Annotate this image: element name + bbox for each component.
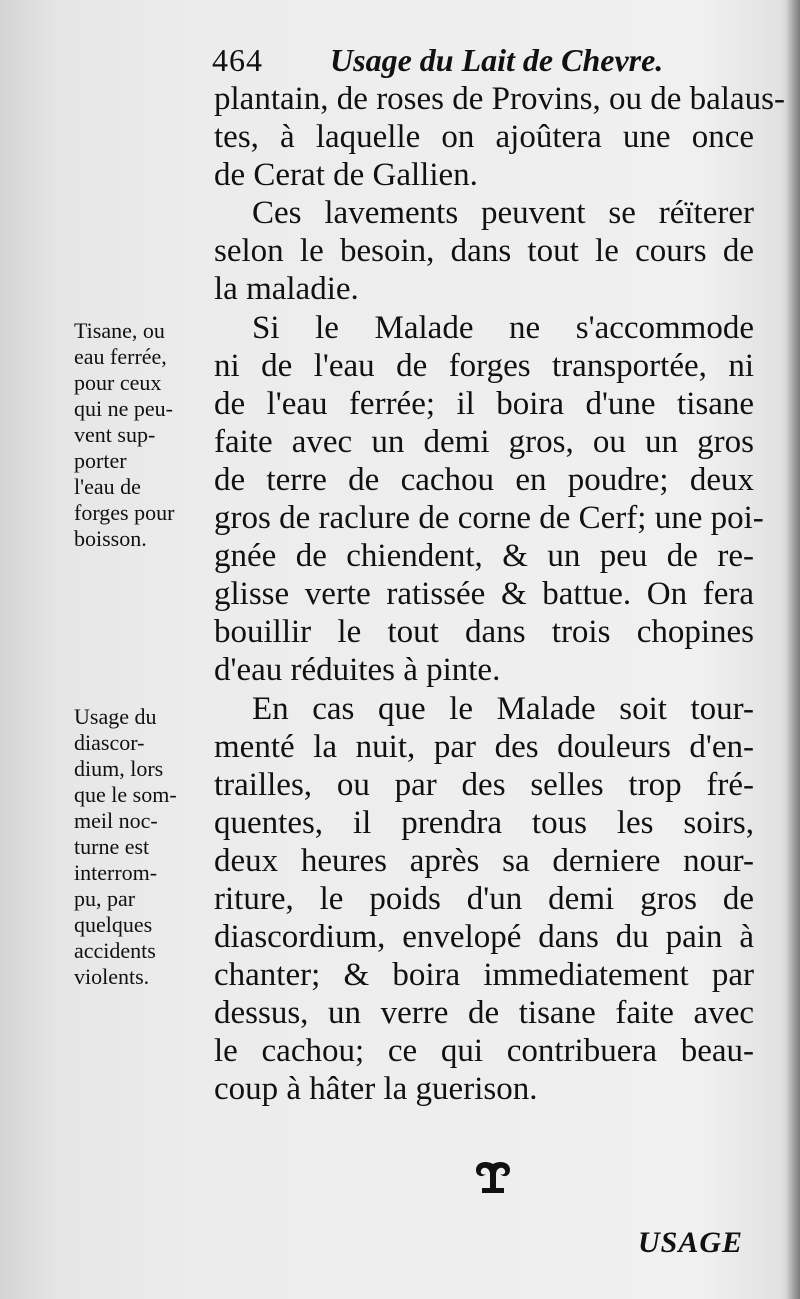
- margin-note-line: boisson.: [74, 526, 147, 551]
- margin-note-line: qui ne peu-: [74, 396, 173, 421]
- margin-note-tisane: [74, 318, 214, 552]
- text-line: gnée de chiendent, & un peu de re-: [214, 538, 754, 575]
- margin-note-line: dium, lors: [74, 756, 164, 781]
- text-line: ni de l'eau de forges transportée, ni: [214, 347, 754, 384]
- margin-note-line: interrom-: [74, 860, 158, 885]
- margin-note-line: quelques: [74, 912, 153, 937]
- text-line: glisse verte ratissée & battue. On fera: [214, 576, 754, 613]
- text-line: bouillir le tout dans trois chopines: [214, 614, 754, 651]
- margin-note-line: que le som-: [74, 782, 177, 807]
- text-line: riture, le poids d'un demi gros de: [214, 880, 754, 917]
- text-line: dessus, un verre de tisane faite avec: [214, 995, 754, 1032]
- margin-note-line: vent sup-: [74, 422, 156, 447]
- text-line: de l'eau ferrée; il boira d'une tisane: [214, 385, 754, 422]
- text-line: quentes, il prendra tous les soirs,: [214, 804, 754, 841]
- text-line: le cachou; ce qui contribuera beau-: [214, 1033, 754, 1070]
- text-line: coup à hâter la guerison.: [214, 1071, 538, 1108]
- text-line: de Cerat de Gallien.: [214, 157, 478, 194]
- text-line: plantain, de roses de Provins, ou de balaus-: [214, 81, 785, 117]
- margin-note-line: turne est: [74, 834, 150, 859]
- text-line: chanter; & boira immediatement par: [214, 957, 754, 994]
- text-line: deux heures après sa derniere nour-: [214, 842, 754, 879]
- margin-note-line: meil noc-: [74, 808, 158, 833]
- margin-note-line: eau ferrée,: [74, 344, 167, 369]
- text-line: d'eau réduites à pinte.: [214, 652, 501, 689]
- text-line: de terre de cachou en poudre; deux: [214, 461, 754, 498]
- text-line: gros de raclure de corne de Cerf; une poi-: [214, 500, 764, 537]
- margin-note-line: forges pour: [74, 500, 175, 525]
- margin-note-line: l'eau de: [74, 474, 141, 499]
- page-number: 464: [212, 42, 263, 78]
- margin-note-line: pu, par: [74, 886, 136, 911]
- paragraph: [214, 80, 785, 194]
- margin-note-line: violents.: [74, 964, 150, 989]
- text-line: trailles, ou par des selles trop fré-: [214, 766, 754, 803]
- paragraph: [214, 194, 754, 308]
- text-line: diascordium, envelopé dans du pain à: [214, 919, 754, 956]
- margin-note-diascordium: [74, 704, 214, 990]
- text-line: menté la nuit, par des douleurs d'en-: [214, 728, 754, 765]
- text-line: la maladie.: [214, 271, 359, 308]
- margin-note-line: Tisane, ou: [74, 318, 165, 343]
- paragraph: [214, 309, 764, 690]
- fleuron-ornament-icon: [468, 1158, 518, 1198]
- margin-note-line: Usage du: [74, 704, 157, 729]
- running-title: Usage du Lait de Chevre.: [330, 42, 664, 78]
- text-line: tes, à laquelle on ajoûtera une once: [214, 119, 754, 156]
- text-line: Si le Malade ne s'accommode: [252, 309, 754, 346]
- margin-note-line: accidents: [74, 938, 156, 963]
- text-line: En cas que le Malade soit tour-: [252, 690, 754, 727]
- main-text: [214, 80, 785, 1109]
- margin-note-line: pour ceux: [74, 370, 162, 395]
- text-line: faite avec un demi gros, ou un gros: [214, 423, 754, 460]
- paragraph: [214, 690, 754, 1109]
- margin-note-line: porter: [74, 448, 127, 473]
- text-line: selon le besoin, dans tout le cours de: [214, 233, 754, 270]
- text-line: Ces lavements peuvent se réïterer: [252, 195, 754, 232]
- margin-note-line: diascor-: [74, 730, 145, 755]
- catchword: USAGE: [638, 1226, 744, 1259]
